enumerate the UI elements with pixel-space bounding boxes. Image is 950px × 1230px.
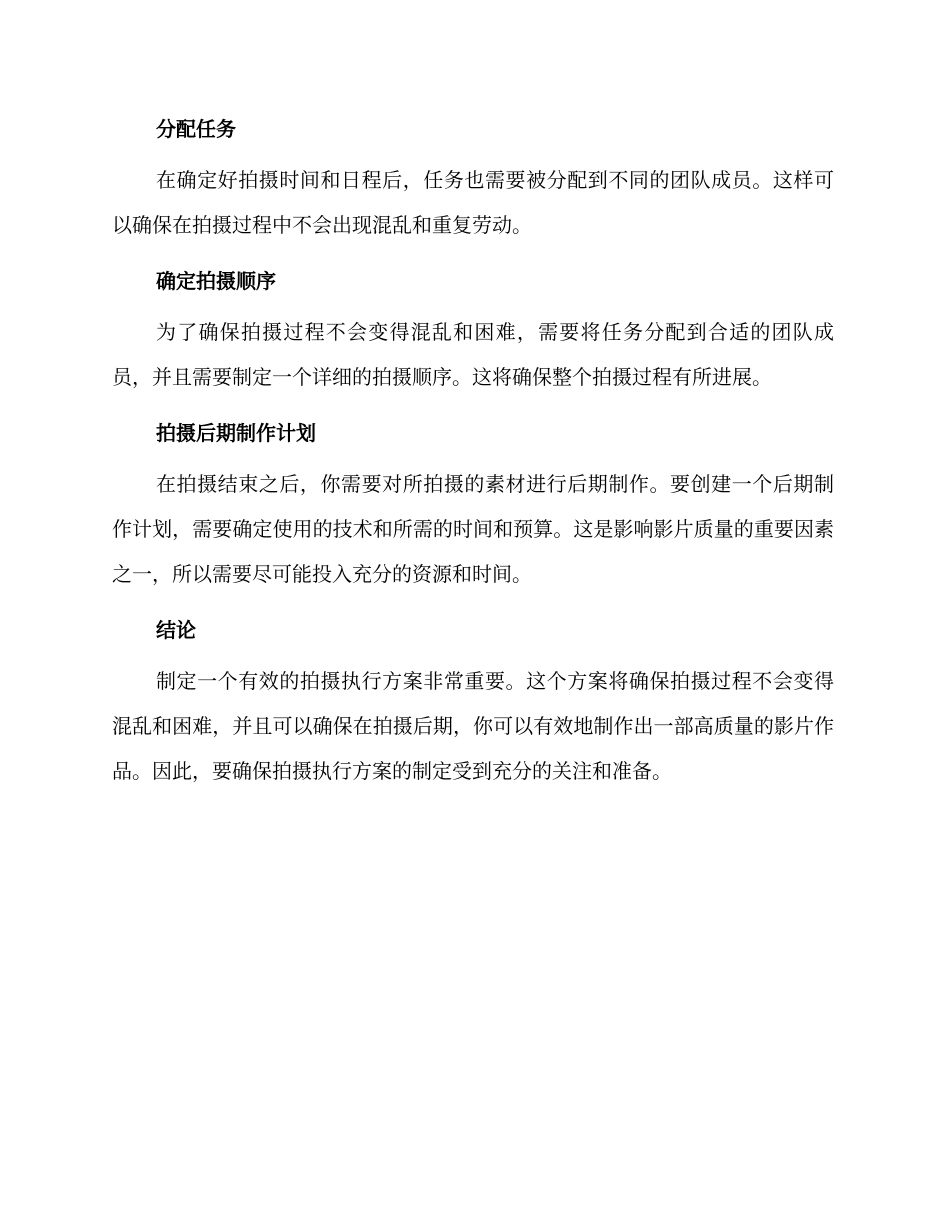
- section-paragraph: 为了确保拍摄过程不会变得混乱和困难，需要将任务分配到合适的团队成员，并且需要制定一个详细的拍摄顺序。这将确保整个拍摄过程有所进展。: [112, 320, 834, 389]
- section-paragraph: 制定一个有效的拍摄执行方案非常重要。这个方案将确保拍摄过程不会变得混乱和困难，并且可以确保在拍摄后期，你可以有效地制作出一部高质量的影片作品。因此，要确保拍摄执行方案的制定受到充分的关注和准备。: [112, 669, 834, 783]
- section-heading: 结论: [156, 618, 196, 642]
- section-shooting-order: [112, 260, 834, 400]
- section-paragraph: 在确定好拍摄时间和日程后，任务也需要被分配到不同的团队成员。这样可以确保在拍摄过程中不会出现混乱和重复劳动。: [112, 168, 834, 237]
- section-heading: 确定拍摄顺序: [156, 269, 276, 293]
- section-heading: 分配任务: [156, 117, 236, 141]
- section-assign-tasks: [112, 108, 834, 248]
- section-conclusion: [112, 609, 834, 794]
- section-heading: 拍摄后期制作计划: [156, 421, 316, 445]
- section-paragraph: 在拍摄结束之后，你需要对所拍摄的素材进行后期制作。要创建一个后期制作计划，需要确定使用的技术和所需的时间和预算。这是影响影片质量的重要因素之一，所以需要尽可能投入充分的资源和时间。: [112, 472, 834, 586]
- section-post-production: [112, 412, 834, 597]
- document-page: [112, 108, 834, 806]
